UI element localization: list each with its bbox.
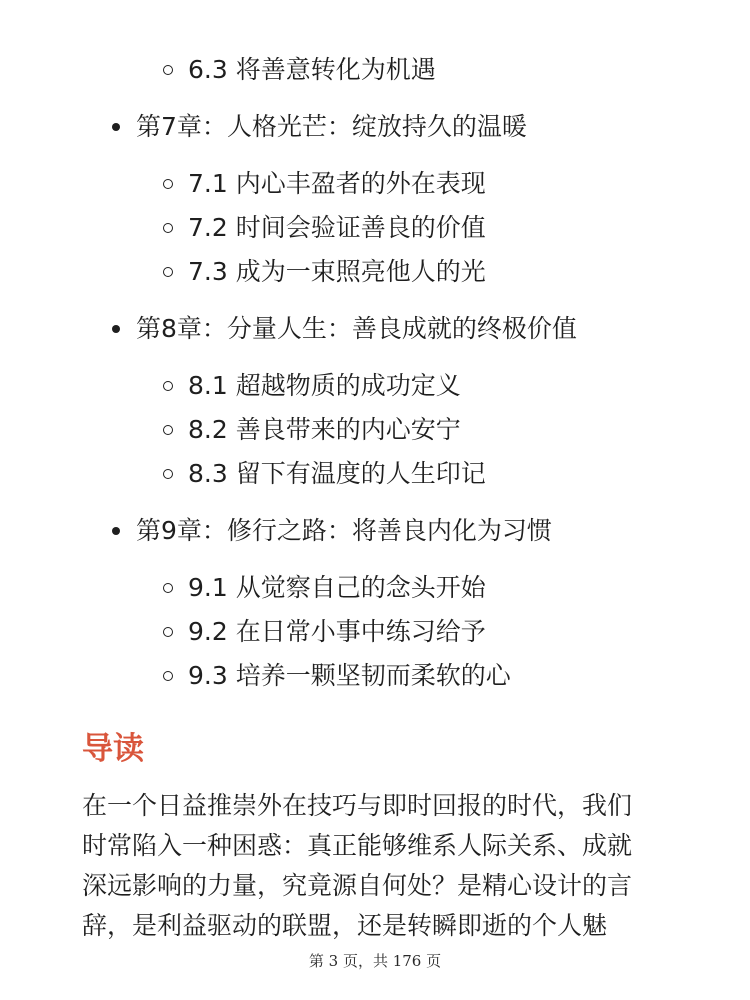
- circle-bullet-icon: [163, 179, 173, 189]
- toc-section-6-3: [188, 50, 436, 90]
- toc-section-label: 9.3 培养一颗坚韧而柔软的心: [188, 661, 511, 690]
- toc-section-label: 8.1 超越物质的成功定义: [188, 371, 461, 400]
- circle-bullet-icon: [163, 425, 173, 435]
- toc-chapter-8: [136, 309, 577, 349]
- toc-section-label: 7.2 时间会验证善良的价值: [188, 213, 486, 242]
- toc-chapter-label: 第9章：修行之路：将善良内化为习惯: [136, 516, 552, 545]
- toc-section-7-2: [188, 208, 486, 248]
- circle-bullet-icon: [163, 469, 173, 479]
- toc-section-label: 7.1 内心丰盈者的外在表现: [188, 169, 486, 198]
- toc-chapter-label: 第8章：分量人生：善良成就的终极价值: [136, 314, 577, 343]
- toc-section-7-1: [188, 164, 486, 204]
- toc-section-8-2: [188, 410, 461, 450]
- circle-bullet-icon: [163, 223, 173, 233]
- paragraph-line: 时常陷入一种困惑：真正能够维系人际关系、成就: [82, 831, 633, 860]
- circle-bullet-icon: [163, 267, 173, 277]
- circle-bullet-icon: [163, 627, 173, 637]
- toc-section-label: 7.3 成为一束照亮他人的光: [188, 257, 486, 286]
- toc-section-9-2: [188, 612, 486, 652]
- toc-section-7-3: [188, 252, 486, 292]
- circle-bullet-icon: [163, 583, 173, 593]
- circle-bullet-icon: [163, 381, 173, 391]
- toc-section-label: 6.3 将善意转化为机遇: [188, 55, 436, 84]
- toc-section-label: 9.2 在日常小事中练习给予: [188, 617, 486, 646]
- paragraph-line: 深远影响的力量，究竟源自何处？是精心设计的言: [82, 871, 633, 900]
- section-heading: 导读: [82, 731, 144, 767]
- circle-bullet-icon: [163, 65, 173, 75]
- page-indicator: 第 3 页，共 176 页: [308, 952, 442, 970]
- paragraph-line: 在一个日益推崇外在技巧与即时回报的时代，我们: [82, 791, 633, 820]
- toc-section-label: 9.1 从觉察自己的念头开始: [188, 573, 486, 602]
- disc-bullet-icon: [112, 325, 120, 333]
- toc-chapter-label: 第7章：人格光芒：绽放持久的温暖: [136, 112, 527, 141]
- intro-paragraph: [82, 786, 682, 946]
- toc-section-8-3: [188, 454, 486, 494]
- toc-section-label: 8.2 善良带来的内心安宁: [188, 415, 461, 444]
- toc-section-9-1: [188, 568, 486, 608]
- toc-chapter-7: [136, 107, 527, 147]
- circle-bullet-icon: [163, 671, 173, 681]
- toc-section-label: 8.3 留下有温度的人生印记: [188, 459, 486, 488]
- toc-section-8-1: [188, 366, 461, 406]
- disc-bullet-icon: [112, 527, 120, 535]
- toc-section-9-3: [188, 656, 511, 696]
- disc-bullet-icon: [112, 123, 120, 131]
- paragraph-line: 辞，是利益驱动的联盟，还是转瞬即逝的个人魅: [82, 911, 608, 940]
- toc-chapter-9: [136, 511, 552, 551]
